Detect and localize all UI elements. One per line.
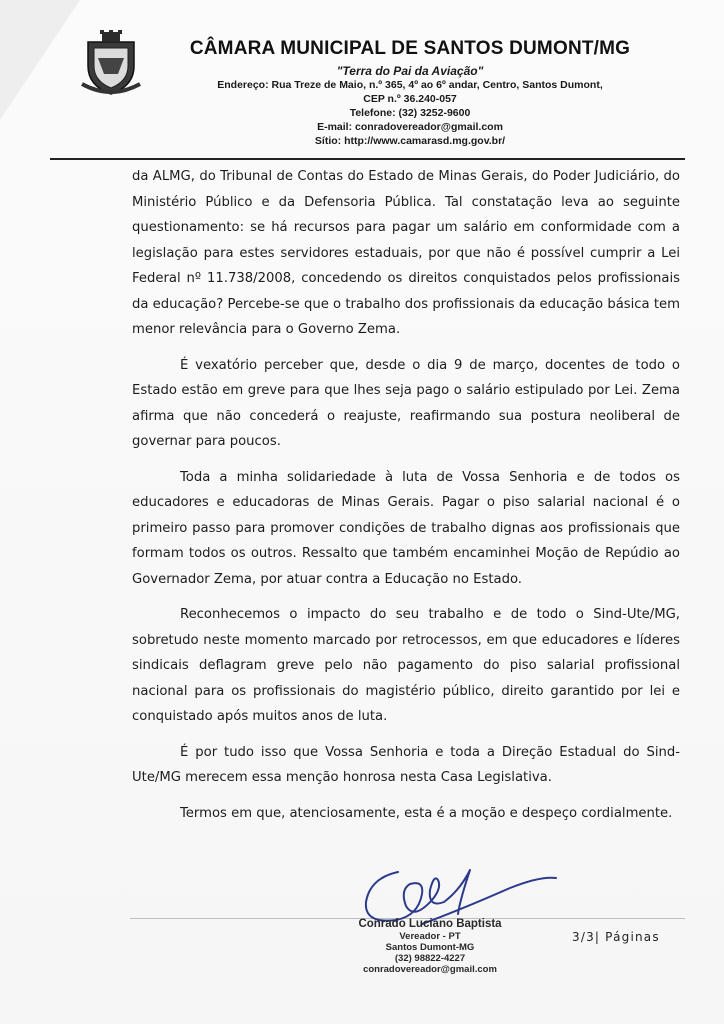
signatory-city: Santos Dumont-MG [385, 942, 475, 953]
paragraph-1: da ALMG, do Tribunal de Contas do Estado de Minas Gerais, do Poder Judiciário, do Ministério Público e da Defensoria Pública. Tal constatação leva ao seguinte questionamento: se há recursos para pagar um salário em conformidade com a legislação para estes servidores estaduais, por que não é possível cumprir a Lei Federal nº 11.738/2008, concedendo os direitos conquistados pelos profissionais da educação? Percebe-se que o trabalho dos profissionais da educação básica tem menor relevância para o Governo Zema. [132, 169, 680, 337]
address-line-1: Endereço: Rua Treze de Maio, n.º 365, 4º ao 6º andar, Centro, Santos Dumont, [217, 79, 603, 91]
letter-body [132, 164, 680, 836]
institution-title: CÂMARA MUNICIPAL DE SANTOS DUMONT/MG [189, 38, 631, 59]
paragraph-3: Toda a minha solidariedade à luta de Vossa Senhoria e de todos os educadores e educadoras de Minas Gerais. Pagar o piso salarial nacional é o primeiro passo para promover condições de trabalho dignas aos profissionais que formam todos os outros. Ressalto que também encaminhei Moção de Repúdio ao Governador Zema, por atuar contra a Educação no Estado. [132, 469, 680, 587]
address-line-2: CEP n.º 36.240-057 [363, 93, 457, 105]
coat-of-arms-seal [78, 28, 144, 96]
paragraph-4: Reconhecemos o impacto do seu trabalho e de todo o Sind-Ute/MG, sobretudo neste momento marcado por retrocessos, em que educadores e líderes sindicais deflagram greve pelo não pagamento do piso salarial profissional nacional para os profissionais do magistério público, direito garantido por lei e conquistado após muitos anos de luta. [132, 607, 680, 724]
page-number: 3/3| Páginas [572, 930, 660, 944]
header-divider [50, 158, 685, 160]
email-line: E-mail: conradovereador@gmail.com [317, 121, 503, 133]
signatory-email: conradovereador@gmail.com [363, 964, 497, 975]
institution-motto: "Terra do Pai da Aviação" [336, 64, 484, 78]
signatory-role: Vereador - PT [399, 931, 461, 942]
phone-line: Telefone: (32) 3252-9600 [349, 107, 471, 119]
website-line: Sítio: http://www.camarasd.mg.gov.br/ [314, 135, 506, 147]
signature-block [340, 918, 520, 975]
signatory-phone: (32) 98822-4227 [394, 953, 466, 964]
closing-line: Termos em que, atenciosamente, esta é a moção e despeço cordialmente. [180, 805, 673, 821]
letterhead [150, 38, 670, 148]
signatory-name: Conrado Luciano Baptista [358, 918, 502, 930]
paragraph-2: É vexatório perceber que, desde o dia 9 de março, docentes de todo o Estado estão em greve para que lhes seja pago o salário estipulado por Lei. Zema afirma que não concederá o reajuste, reafirmando sua postura neoliberal de governar para poucos. [132, 357, 680, 449]
page-fold-shadow [0, 0, 80, 120]
paragraph-5: É por tudo isso que Vossa Senhoria e toda a Direção Estadual do Sind-Ute/MG merecem essa menção honrosa nesta Casa Legislativa. [132, 744, 680, 785]
